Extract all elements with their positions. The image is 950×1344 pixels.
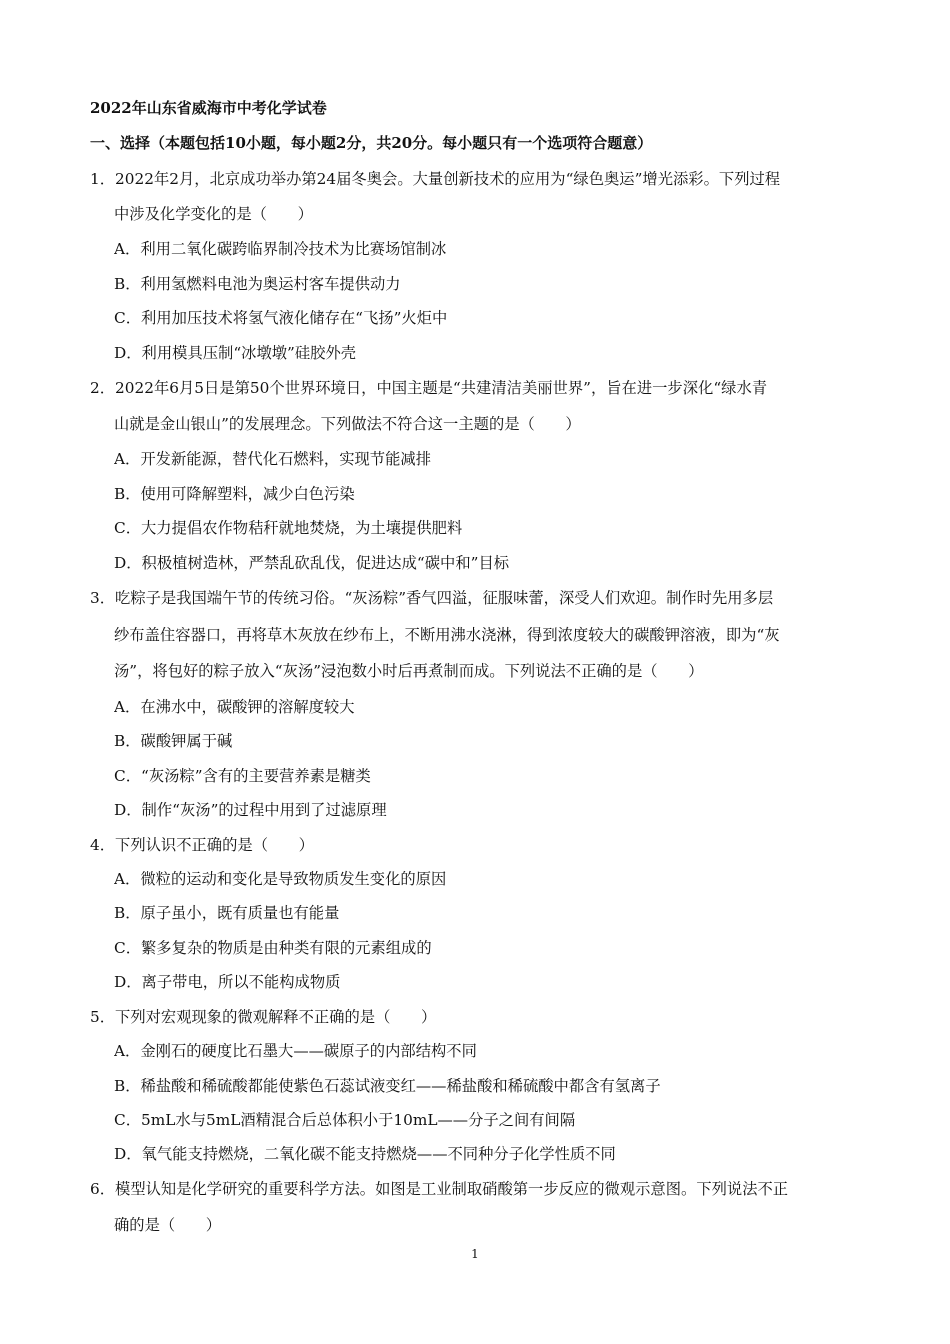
question-4-option-b: B．原子虽小，既有质量也有能量 xyxy=(114,904,340,922)
question-2-option-d: D．积极植树造林，严禁乱砍乱伐，促进达成“碳中和”目标 xyxy=(114,554,510,572)
question-3-line-2: 纱布盖住容器口，再将草木灰放在纱布上，不断用沸水浇淋，得到浓度较大的碳酸钾溶液，即为“灰 xyxy=(114,626,780,644)
exam-title: 2022年山东省威海市中考化学试卷 xyxy=(90,99,327,117)
question-5-option-c: C．5mL水与5mL酒精混合后总体积小于10mL——分子之间有间隔 xyxy=(114,1111,576,1129)
question-1-option-d: D．利用模具压制“冰墩墩”硅胶外壳 xyxy=(114,344,357,362)
page-number: 1 xyxy=(471,1247,479,1261)
question-5-line-1: 5．下列对宏观现象的微观解释不正确的是（ ） xyxy=(90,1008,437,1026)
question-5-option-d: D．氧气能支持燃烧，二氧化碳不能支持燃烧——不同种分子化学性质不同 xyxy=(114,1145,616,1163)
section-heading: 一、选择（本题包括10小题，每小题2分，共20分。每小题只有一个选项符合题意） xyxy=(90,134,653,152)
question-2-option-c: C．大力提倡农作物秸秆就地焚烧，为土壤提供肥料 xyxy=(114,519,463,537)
question-2-line-1: 2．2022年6月5日是第50个世界环境日，中国主题是“共建清洁美丽世界”，旨在进一步深化“绿水青 xyxy=(90,379,768,397)
question-3-line-1: 3．吃粽子是我国端午节的传统习俗。“灰汤粽”香气四溢，征服味蕾，深受人们欢迎。制作时先用多层 xyxy=(90,589,774,607)
question-1-line-1: 1．2022年2月，北京成功举办第24届冬奥会。大量创新技术的应用为“绿色奥运”增光添彩。下列过程 xyxy=(90,170,781,188)
question-4-option-c: C．繁多复杂的物质是由种类有限的元素组成的 xyxy=(114,939,432,957)
question-6-line-2: 确的是（ ） xyxy=(114,1216,222,1234)
question-3-option-b: B．碳酸钾属于碱 xyxy=(114,732,233,750)
question-3-option-d: D．制作“灰汤”的过程中用到了过滤原理 xyxy=(114,801,387,819)
question-2-option-b: B．使用可降解塑料，减少白色污染 xyxy=(114,485,355,503)
question-1-option-a: A．利用二氧化碳跨临界制冷技术为比赛场馆制冰 xyxy=(114,240,447,258)
question-1-option-b: B．利用氢燃料电池为奥运村客车提供动力 xyxy=(114,275,401,293)
question-3-line-3: 汤”，将包好的粽子放入“灰汤”浸泡数小时后再煮制而成。下列说法不正确的是（ ） xyxy=(114,662,704,680)
question-4-line-1: 4．下列认识不正确的是（ ） xyxy=(90,836,314,854)
question-3-option-c: C．“灰汤粽”含有的主要营养素是糖类 xyxy=(114,767,371,785)
question-3-option-a: A．在沸水中，碳酸钾的溶解度较大 xyxy=(114,698,355,716)
question-4-option-a: A．微粒的运动和变化是导致物质发生变化的原因 xyxy=(114,870,447,888)
question-4-option-d: D．离子带电，所以不能构成物质 xyxy=(114,973,341,991)
question-2-line-2: 山就是金山银山”的发展理念。下列做法不符合这一主题的是（ ） xyxy=(114,415,581,433)
question-6-line-1: 6．模型认知是化学研究的重要科学方法。如图是工业制取硝酸第一步反应的微观示意图。下列说法不正 xyxy=(90,1180,789,1198)
question-5-option-b: B．稀盐酸和稀硫酸都能使紫色石蕊试液变红——稀盐酸和稀硫酸中都含有氢离子 xyxy=(114,1077,661,1095)
question-1-line-2: 中涉及化学变化的是（ ） xyxy=(114,205,313,223)
question-2-option-a: A．开发新能源，替代化石燃料，实现节能减排 xyxy=(114,450,431,468)
question-1-option-c: C．利用加压技术将氢气液化储存在“飞扬”火炬中 xyxy=(114,309,448,327)
question-5-option-a: A．金刚石的硬度比石墨大——碳原子的内部结构不同 xyxy=(114,1042,477,1060)
